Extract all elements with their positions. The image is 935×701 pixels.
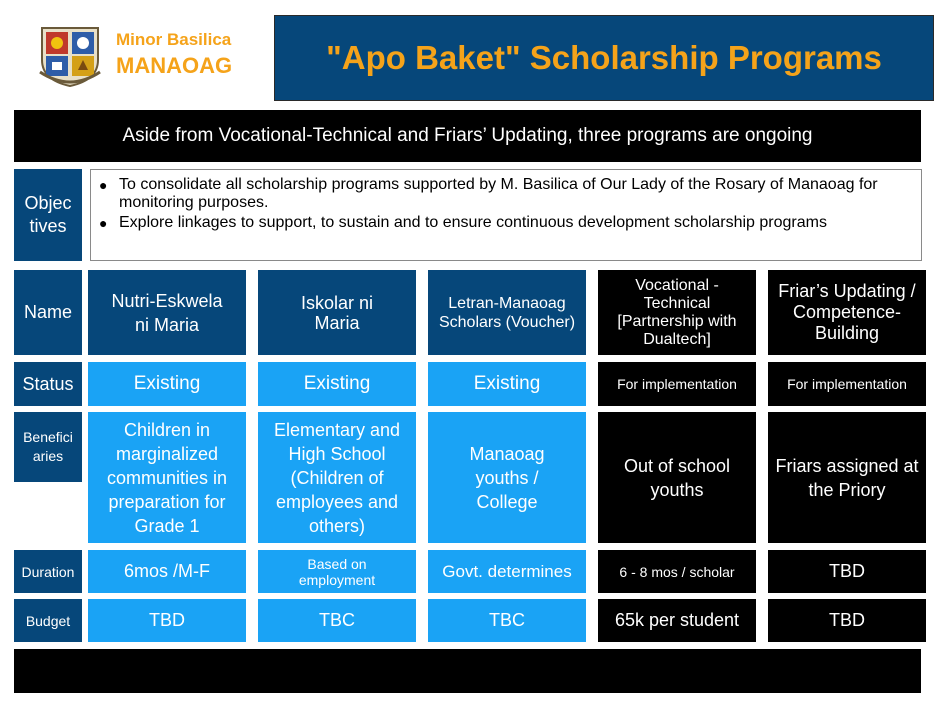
footer-bar (14, 649, 921, 693)
objectives-label: Objec tives (14, 169, 82, 261)
objectives-box (90, 169, 922, 261)
status-iskolar: Existing (258, 362, 416, 406)
objective-item (99, 176, 911, 212)
duration-iskolar: Based on employment (258, 550, 416, 593)
basilica-crest-logo (38, 22, 102, 88)
beneficiaries-vocational: Out of school youths (598, 412, 756, 543)
beneficiaries-friars-updating: Friars assigned at the Priory (768, 412, 926, 543)
row-label-name: Name (14, 270, 82, 355)
row-label-status: Status (14, 362, 82, 406)
duration-friars-updating: TBD (768, 550, 926, 593)
brand-line-1: Minor Basilica (116, 30, 232, 49)
bullet-icon: ● (99, 215, 108, 231)
budget-iskolar: TBC (258, 599, 416, 642)
bullet-icon: ● (99, 177, 108, 193)
page-title: "Apo Baket" Scholarship Programs (326, 39, 882, 76)
objective-text: Explore linkages to support, to sustain and to ensure continuous development scholarship programs (119, 214, 827, 231)
row-label-duration: Duration (14, 550, 82, 593)
title-banner (274, 15, 934, 101)
brand-line-2: MANAOAG (116, 53, 233, 78)
objective-text: To consolidate all scholarship programs supported by M. Basilica of Our Lady of the Rosary of Manaoag for monitoring purposes. (119, 176, 878, 211)
budget-letran: TBC (428, 599, 586, 642)
program-name-iskolar: Iskolar ni Maria (258, 270, 416, 355)
beneficiaries-nutri-eskwela: Children in marginalized communities in preparation for Grade 1 (88, 412, 246, 543)
budget-friars-updating: TBD (768, 599, 926, 642)
duration-nutri-eskwela: 6mos /M-F (88, 550, 246, 593)
program-name-vocational: Vocational - Technical [Partnership with Dualtech] (598, 270, 756, 355)
budget-nutri-eskwela: TBD (88, 599, 246, 642)
objective-item (99, 214, 911, 232)
status-friars-updating: For implementation (768, 362, 926, 406)
budget-vocational: 65k per student (598, 599, 756, 642)
status-nutri-eskwela: Existing (88, 362, 246, 406)
row-label-beneficiaries: Benefici aries (14, 412, 82, 482)
program-name-nutri-eskwela: Nutri-Eskwela ni Maria (88, 270, 246, 355)
duration-vocational: 6 - 8 mos / scholar (598, 550, 756, 593)
program-name-letran: Letran-Manaoag Scholars (Voucher) (428, 270, 586, 355)
status-vocational: For implementation (598, 362, 756, 406)
beneficiaries-iskolar: Elementary and High School (Children of employees and others) (258, 412, 416, 543)
subtitle-banner: Aside from Vocational-Technical and Friars’ Updating, three programs are ongoing (14, 110, 921, 162)
program-name-friars-updating: Friar’s Updating / Competence-Building (768, 270, 926, 355)
beneficiaries-letran: Manaoag youths / College (428, 412, 586, 543)
duration-letran: Govt. determines (428, 550, 586, 593)
row-label-budget: Budget (14, 599, 82, 642)
status-letran: Existing (428, 362, 586, 406)
